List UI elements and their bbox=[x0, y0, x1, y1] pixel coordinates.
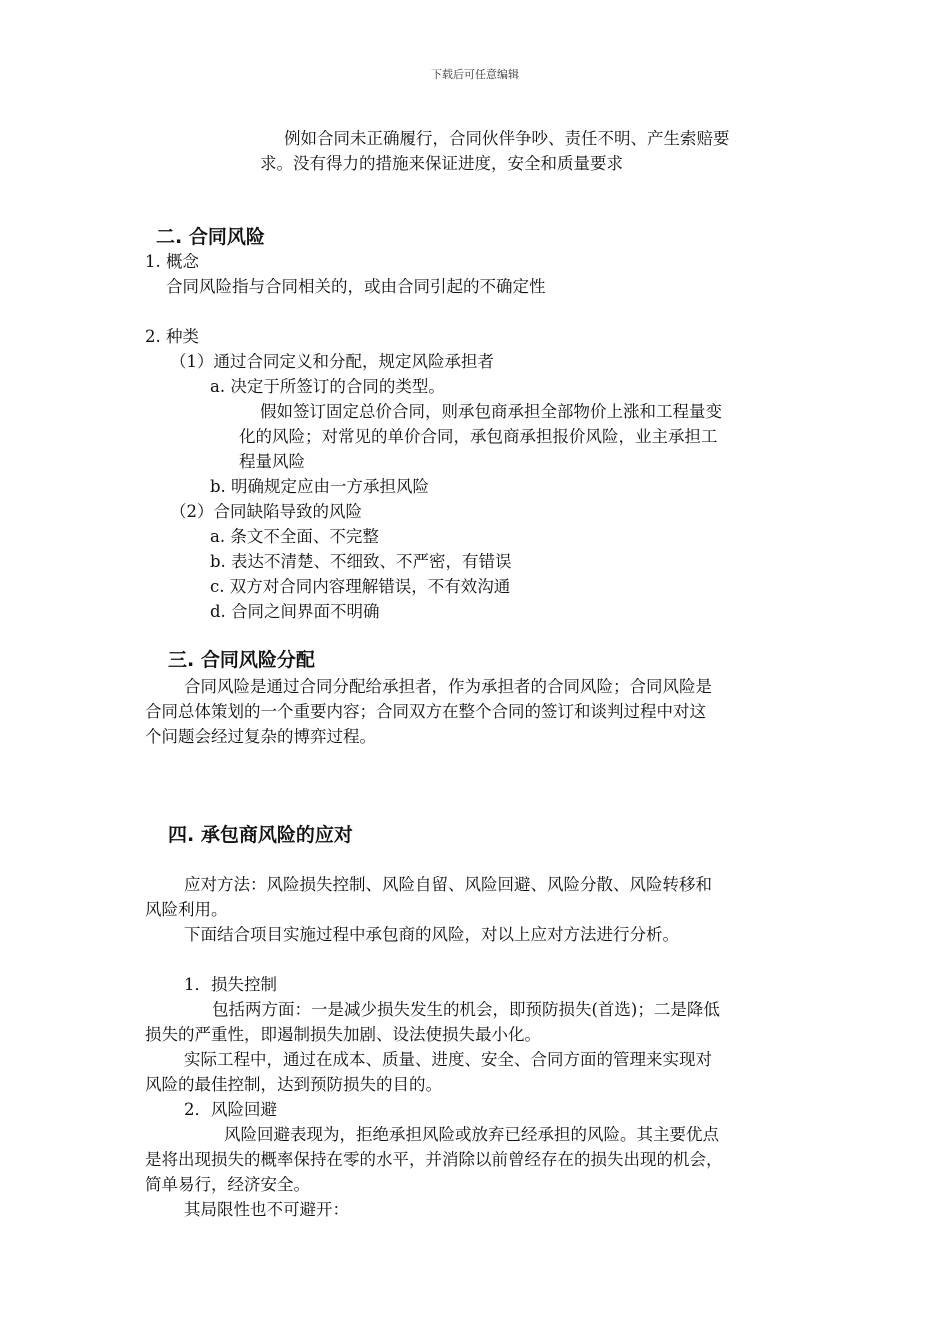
paragraph-line: 实际工程中，通过在成本、质量、进度、安全、合同方面的管理来实现对 bbox=[184, 1050, 712, 1069]
paragraph-line: 下面结合项目实施过程中承包商的风险，对以上应对方法进行分析。 bbox=[184, 925, 679, 944]
section-heading: 二. 合同风险 bbox=[156, 226, 265, 248]
paragraph-line: 合同风险是通过合同分配给承担者，作为承担者的合同风险；合同风险是 bbox=[184, 677, 712, 696]
page-header: 下载后可任意编辑 bbox=[431, 68, 519, 81]
list-item: b. 明确规定应由一方承担风险 bbox=[210, 477, 430, 496]
list-label: 1. 概念 bbox=[145, 252, 199, 271]
list-item: d. 合同之间界面不明确 bbox=[210, 602, 380, 621]
paragraph-line: 包括两方面：一是减少损失发生的机会，即预防损失(首选)；二是降低 bbox=[212, 1000, 720, 1019]
sub-heading: 2．风险回避 bbox=[184, 1100, 277, 1119]
sub-heading: 1．损失控制 bbox=[184, 975, 277, 994]
section-heading: 三. 合同风险分配 bbox=[168, 649, 315, 671]
paragraph-line: 假如签订固定总价合同，则承包商承担全部物价上涨和工程量变 bbox=[260, 402, 722, 421]
intro-line: 求。没有得力的措施来保证进度，安全和质量要求 bbox=[260, 154, 623, 173]
paragraph-line: 风险利用。 bbox=[145, 900, 228, 919]
list-item: （2）合同缺陷导致的风险 bbox=[170, 502, 362, 521]
paragraph-line: 风险回避表现为，拒绝承担风险或放弃已经承担的风险。其主要优点 bbox=[224, 1125, 719, 1144]
paragraph-line: 化的风险；对常见的单价合同，承包商承担报价风险，业主承担工 bbox=[239, 427, 718, 446]
list-item: c. 双方对合同内容理解错误，不有效沟通 bbox=[210, 577, 511, 596]
paragraph-line: 应对方法：风险损失控制、风险自留、风险回避、风险分散、风险转移和 bbox=[184, 875, 712, 894]
paragraph-line: 简单易行，经济安全。 bbox=[145, 1175, 310, 1194]
paragraph-line: 合同风险指与合同相关的，或由合同引起的不确定性 bbox=[166, 277, 546, 296]
paragraph-line: 是将出现损失的概率保持在零的水平，并消除以前曾经存在的损失出现的机会， bbox=[145, 1150, 723, 1169]
paragraph-line: 损失的严重性，即遏制损失加剧、设法使损失最小化。 bbox=[145, 1025, 541, 1044]
list-label: 2. 种类 bbox=[145, 327, 199, 346]
paragraph-line: 合同总体策划的一个重要内容；合同双方在整个合同的签订和谈判过程中对这 bbox=[145, 702, 706, 721]
paragraph-line: 程量风险 bbox=[239, 452, 305, 471]
intro-line: 例如合同未正确履行，合同伙伴争吵、责任不明、产生索赔要 bbox=[284, 129, 730, 148]
paragraph-line: 风险的最佳控制，达到预防损失的目的。 bbox=[145, 1075, 442, 1094]
section-heading: 四. 承包商风险的应对 bbox=[168, 824, 353, 846]
list-item: a. 条文不全面、不完整 bbox=[210, 527, 379, 546]
list-item: a. 决定于所签订的合同的类型。 bbox=[210, 377, 445, 396]
list-item: b. 表达不清楚、不细致、不严密，有错误 bbox=[210, 552, 512, 571]
list-item: （1）通过合同定义和分配，规定风险承担者 bbox=[170, 352, 494, 371]
paragraph-line: 个问题会经过复杂的博弈过程。 bbox=[145, 727, 376, 746]
paragraph-line: 其局限性也不可避开： bbox=[184, 1200, 349, 1219]
